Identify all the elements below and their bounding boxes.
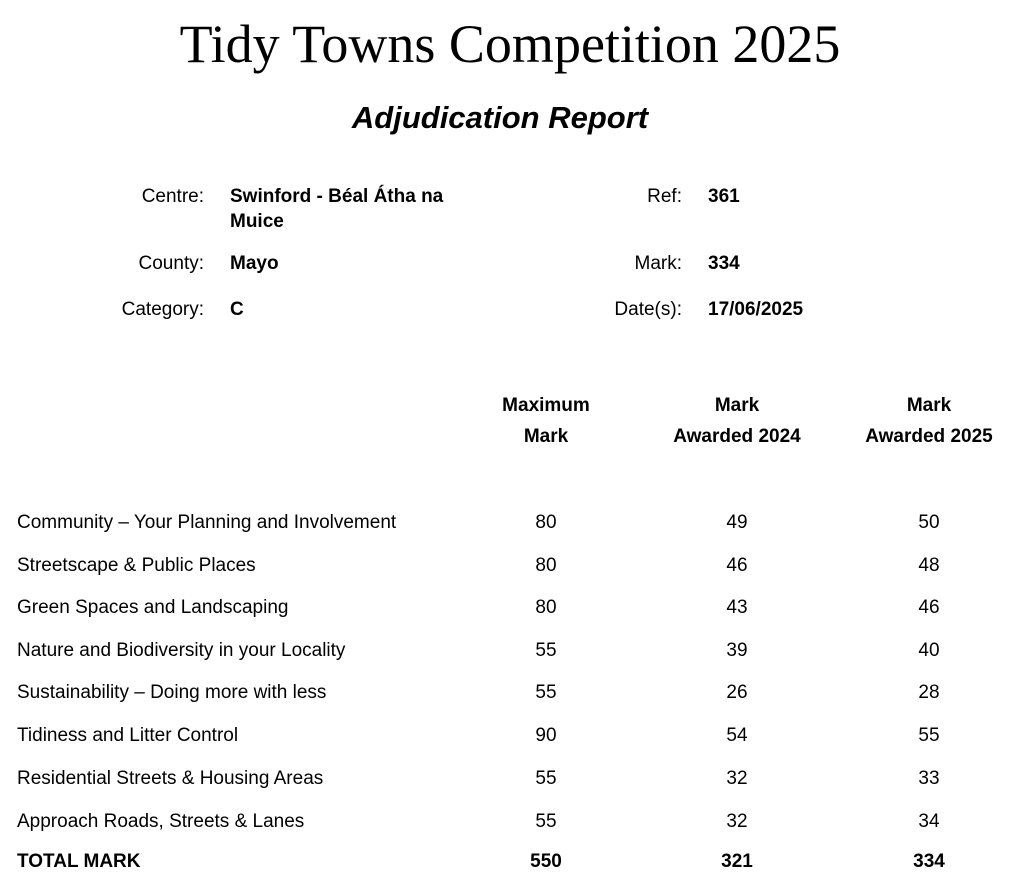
header-line: Mark	[714, 395, 760, 416]
header-line: Mark	[523, 426, 569, 447]
table-row	[0, 593, 1024, 623]
header-awarded-2025	[829, 390, 1024, 452]
mark-2024-cell: 39	[726, 640, 748, 661]
county-value: Mayo	[230, 253, 279, 274]
mark-2024-cell: 26	[726, 682, 748, 703]
table-row	[0, 807, 1024, 837]
ref-label: Ref:	[647, 186, 682, 207]
mark-2024-cell: 49	[726, 512, 748, 533]
document-title: Tidy Towns Competition 2025	[179, 14, 841, 74]
table-row	[0, 678, 1024, 708]
dates-value: 17/06/2025	[708, 299, 804, 320]
max-mark-cell: 550	[530, 851, 562, 872]
category-cell: Tidiness and Litter Control	[17, 725, 239, 746]
max-mark-cell: 55	[535, 811, 557, 832]
category-value: C	[230, 299, 244, 320]
centre-value-line2: Muice	[230, 211, 284, 232]
mark-2024-cell: 321	[721, 851, 753, 872]
category-cell: Community – Your Planning and Involvement	[17, 512, 397, 533]
category-cell: TOTAL MARK	[17, 851, 141, 872]
table-row	[0, 721, 1024, 751]
category-cell: Green Spaces and Landscaping	[17, 597, 289, 618]
table-row	[0, 551, 1024, 581]
table-row	[0, 508, 1024, 538]
mark-2025-cell: 48	[918, 555, 940, 576]
category-cell: Nature and Biodiversity in your Locality	[17, 640, 346, 661]
dates-label: Date(s):	[614, 299, 682, 320]
mark-2025-cell: 33	[918, 768, 940, 789]
mark-2025-cell: 334	[913, 851, 945, 872]
mark-2024-cell: 54	[726, 725, 748, 746]
max-mark-cell: 55	[535, 682, 557, 703]
category-cell: Sustainability – Doing more with less	[17, 682, 327, 703]
header-line: Awarded 2025	[865, 426, 993, 447]
max-mark-cell: 80	[535, 597, 557, 618]
header-line: Mark	[906, 395, 952, 416]
category-cell: Streetscape & Public Places	[17, 555, 256, 576]
mark-2025-cell: 40	[918, 640, 940, 661]
mark-2024-cell: 46	[726, 555, 748, 576]
centre-label: Centre:	[141, 186, 204, 207]
table-row	[0, 764, 1024, 794]
centre-value-line1: Swinford - Béal Átha na	[230, 186, 444, 207]
header-max-mark	[446, 390, 646, 452]
header-line: Maximum	[502, 395, 590, 416]
county-label: County:	[138, 253, 204, 274]
max-mark-cell: 55	[535, 640, 557, 661]
mark-value: 334	[708, 253, 740, 274]
mark-2025-cell: 55	[918, 725, 940, 746]
mark-2025-cell: 34	[918, 811, 940, 832]
max-mark-cell: 80	[535, 512, 557, 533]
header-awarded-2024	[637, 390, 837, 452]
document-subtitle: Adjudication Report	[351, 100, 649, 135]
table-row	[0, 636, 1024, 666]
mark-2025-cell: 28	[918, 682, 940, 703]
max-mark-cell: 55	[535, 768, 557, 789]
mark-2024-cell: 32	[726, 768, 748, 789]
category-label: Category:	[121, 299, 204, 320]
mark-2024-cell: 32	[726, 811, 748, 832]
mark-label: Mark:	[634, 253, 682, 274]
mark-2025-cell: 50	[918, 512, 940, 533]
mark-2024-cell: 43	[726, 597, 748, 618]
category-cell: Approach Roads, Streets & Lanes	[17, 811, 305, 832]
max-mark-cell: 80	[535, 555, 557, 576]
ref-value: 361	[708, 186, 740, 207]
mark-2025-cell: 46	[918, 597, 940, 618]
header-line: Awarded 2024	[673, 426, 801, 447]
category-cell: Residential Streets & Housing Areas	[17, 768, 324, 789]
max-mark-cell: 90	[535, 725, 557, 746]
total-row	[0, 847, 1024, 877]
